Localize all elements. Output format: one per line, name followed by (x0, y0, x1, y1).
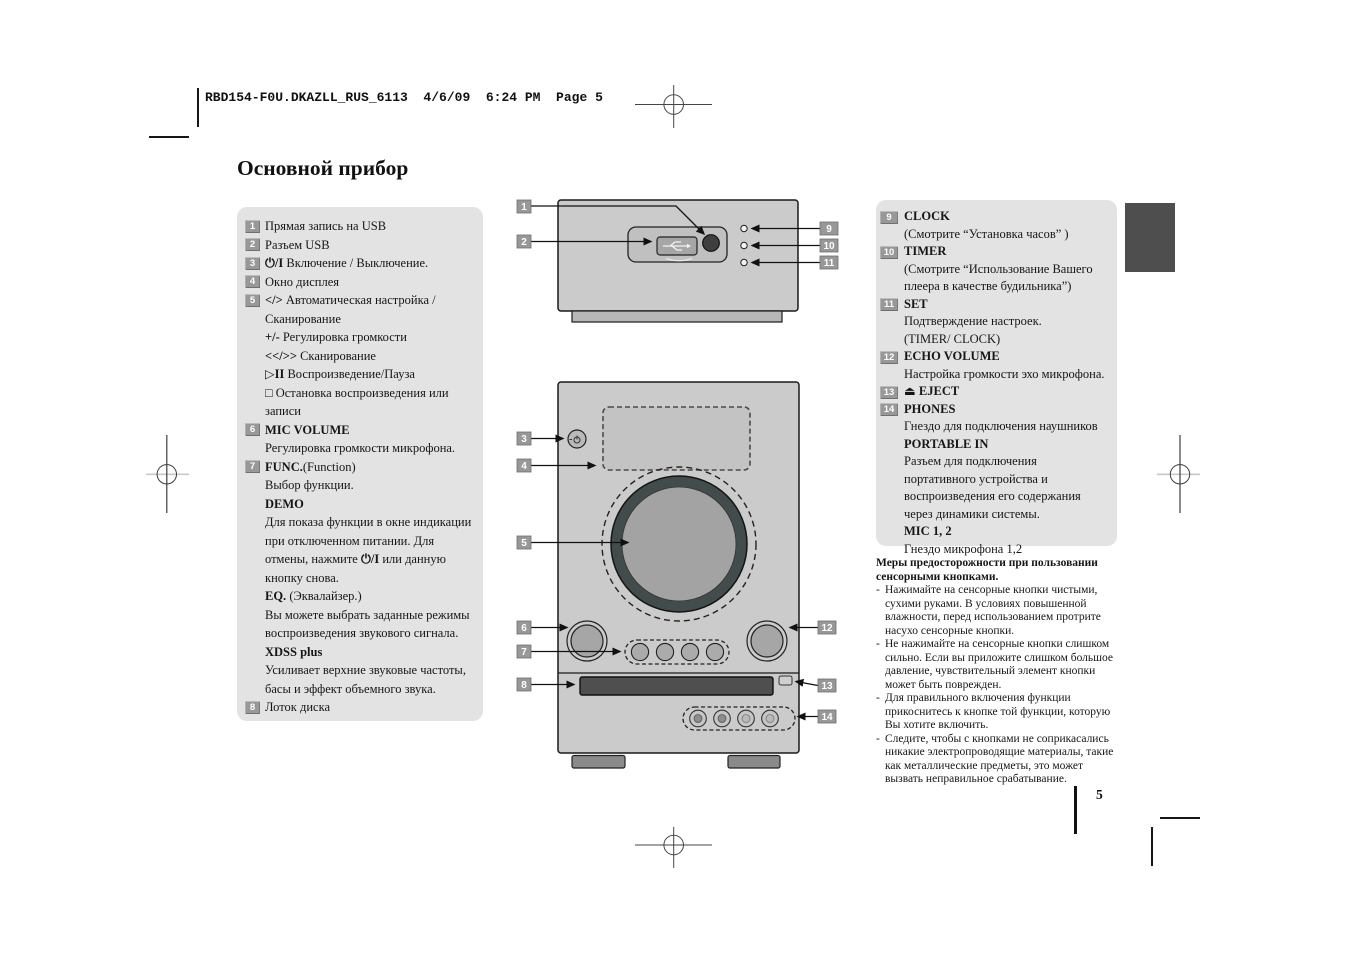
panel-text-line: Разъем для подключения портативного устройства и воспроизведения его содержания через динамики системы. (904, 454, 1081, 521)
panel-text-line: MIC 1, 2 (904, 524, 952, 538)
panel-text-line: Прямая запись на USB (265, 219, 387, 233)
callout-number-badge: 11 (880, 298, 898, 311)
callout-number-badge: 4 (245, 275, 260, 288)
panel-item-8 (237, 698, 475, 717)
callout-2: 2 (521, 237, 527, 248)
panel-text-line: <</>> Сканирование (265, 348, 376, 363)
panel-item-2 (237, 236, 475, 255)
page-title: Основной прибор (237, 156, 409, 180)
callout-8: 8 (521, 680, 527, 691)
callout-5: 5 (521, 538, 527, 549)
panel-item-14 (876, 401, 1111, 559)
callout-number-badge: 14 (880, 403, 898, 416)
clock-touch-button (741, 225, 747, 231)
callout-4: 4 (521, 461, 527, 472)
echo-volume-knob (747, 621, 787, 661)
callout-10: 10 (823, 241, 835, 252)
callout-14: 14 (821, 712, 833, 723)
left-callout-panel (237, 207, 483, 721)
callout-9: 9 (826, 224, 832, 235)
panel-item-9 (876, 208, 1111, 243)
registration-crosshair-top (630, 80, 718, 132)
panel-text-line: TIMER (904, 244, 947, 258)
panel-text-line: Настройка громкости эхо микрофона. (904, 366, 1105, 381)
callout-3: 3 (521, 434, 527, 445)
panel-text-line: Выбор функции. (265, 478, 354, 492)
panel-text-line: Регулировка громкости микрофона. (265, 441, 456, 455)
mic-volume-knob (567, 621, 607, 661)
panel-text-line: DEMO (265, 496, 304, 511)
panel-text-line: PHONES (904, 401, 956, 416)
page-number-rule (1074, 786, 1077, 834)
panel-text-line: ▷II Воспроизведение/Пауза (265, 367, 415, 381)
panel-text-line: Разъем USB (265, 237, 330, 252)
device-foot-left (572, 756, 625, 769)
callout-number-badge: 9 (880, 211, 898, 224)
panel-item-7 (237, 458, 475, 699)
callout-number-badge: 13 (880, 386, 898, 399)
panel-text-line: ⏏ EJECT (904, 384, 960, 398)
panel-item-4 (237, 273, 475, 292)
right-callout-panel (876, 200, 1117, 556)
callout-11: 11 (823, 258, 835, 269)
panel-item-11 (876, 296, 1111, 349)
panel-text-line: Лоток диска (265, 700, 331, 714)
panel-item-3 (237, 254, 475, 273)
panel-item-5 (237, 291, 475, 421)
precaution-bullet: - Нажимайте на сенсорные кнопки чистыми, сухими руками. В условиях повышенной влажности, перед использованием протрите насухо сенсорные кнопки. (876, 584, 1101, 637)
device-front-view (558, 382, 799, 768)
callout-13: 13 (821, 681, 833, 692)
panel-text-line: ECHO VOLUME (904, 349, 1000, 363)
document-header: RBD154-F0U.DKAZLL_RUS_6113 4/6/09 6:24 PM Page 5 (205, 90, 603, 105)
callout-number-badge: 10 (880, 246, 898, 259)
panel-text-line: Для показа функции в окне индикации при отключенном питании. Для отмены, нажмите ⏻/I или данную кнопку снова. (265, 515, 472, 585)
power-button (568, 430, 586, 448)
registration-crosshair-left (132, 430, 204, 520)
eject-button (779, 676, 792, 685)
panel-item-10 (876, 243, 1111, 296)
panel-text-line: XDSS plus (265, 644, 323, 659)
panel-text-line: CLOCK (904, 209, 950, 223)
callout-12: 12 (821, 623, 833, 634)
panel-text-line: Усиливает верхние звуковые частоты, басы и эффект объемного звука. (265, 663, 466, 696)
panel-text-line: ⏻/I Включение / Выключение. (265, 256, 429, 270)
panel-text-line: Подтверждение настроек. (904, 314, 1042, 328)
page-number: 5 (1096, 787, 1103, 802)
panel-text-line: MIC VOLUME (265, 422, 350, 437)
panel-text-line: Вы можете выбрать заданные режимы воспроизведения звукового сигнала. (265, 607, 470, 640)
precaution-bullet: - Для правильного включения функции прикоснитесь к кнопке той функции, которую Вы хотите включить. (876, 692, 1111, 731)
callout-7: 7 (521, 647, 527, 658)
device-foot-right (728, 756, 780, 769)
precautions-heading: Меры предосторожности при пользовании сенсорными кнопками. (876, 557, 1098, 583)
panel-text-line: (TIMER/ CLOCK) (904, 331, 1001, 346)
set-touch-button (741, 259, 747, 265)
trim-mark-bottom-right-horizontal (1160, 817, 1200, 819)
display-window (603, 407, 750, 470)
callout-number-badge: 1 (245, 220, 260, 233)
callout-number-badge: 12 (880, 351, 898, 364)
callout-number-badge: 6 (245, 423, 260, 436)
trim-mark-top-left-horizontal (149, 136, 189, 138)
panel-text-line: (Смотрите “Использование Вашего плеера в качестве будильника”) (904, 261, 1093, 293)
panel-text-line: SET (904, 296, 928, 311)
panel-text-line: (Смотрите “Установка часов” ) (904, 226, 1069, 241)
precaution-bullet: - Не нажимайте на сенсорные кнопки слишком сильно. Если вы приложите слишком большое давление, чувствительный элемент кнопки может быть поврежден. (876, 638, 1114, 691)
callout-number-badge: 3 (245, 257, 260, 270)
trim-mark-top-left-vertical (197, 88, 199, 127)
chapter-tab-marker (1125, 203, 1175, 272)
touch-button-precautions (876, 557, 1116, 787)
panel-item-1 (237, 217, 475, 236)
panel-text-line: □ Остановка воспроизведения или записи (265, 385, 449, 418)
usb-record-button (703, 235, 720, 252)
panel-text-line: Гнездо микрофона 1,2 (904, 541, 1023, 556)
panel-item-6 (237, 421, 475, 458)
panel-text-line: FUNC.(Function) (265, 459, 356, 474)
registration-crosshair-right (1144, 430, 1216, 520)
precaution-bullet: - Следите, чтобы с кнопками не соприкасались никакие электропроводящие материалы, такие как металлические предметы, это может вызвать неправильное срабатывание. (876, 732, 1114, 785)
callout-number-badge: 8 (245, 701, 260, 714)
callout-number-badge: 2 (245, 238, 260, 251)
precautions-list (876, 584, 1116, 787)
callout-number-badge: 7 (245, 460, 260, 473)
panel-item-13 (876, 383, 1111, 401)
panel-item-12 (876, 348, 1111, 383)
registration-crosshair-bottom (630, 820, 718, 872)
device-top-view (558, 200, 798, 322)
disc-tray (580, 677, 773, 695)
callout-1: 1 (521, 202, 527, 213)
device-diagram (505, 190, 850, 790)
callout-number-badge: 5 (245, 294, 260, 307)
panel-text-line: Гнездо для подключения наушников (904, 419, 1098, 433)
callout-6: 6 (521, 623, 527, 634)
panel-text-line: PORTABLE IN (904, 436, 989, 451)
trim-mark-bottom-right-vertical (1151, 827, 1153, 866)
panel-text-line: </> Автоматическая настройка / Сканирование (265, 293, 436, 326)
panel-text-line: EQ. (Эквалайзер.) (265, 589, 362, 603)
timer-touch-button (741, 242, 747, 248)
panel-text-line: +/- Регулировка громкости (265, 330, 407, 344)
panel-text-line: Окно дисплея (265, 274, 339, 289)
